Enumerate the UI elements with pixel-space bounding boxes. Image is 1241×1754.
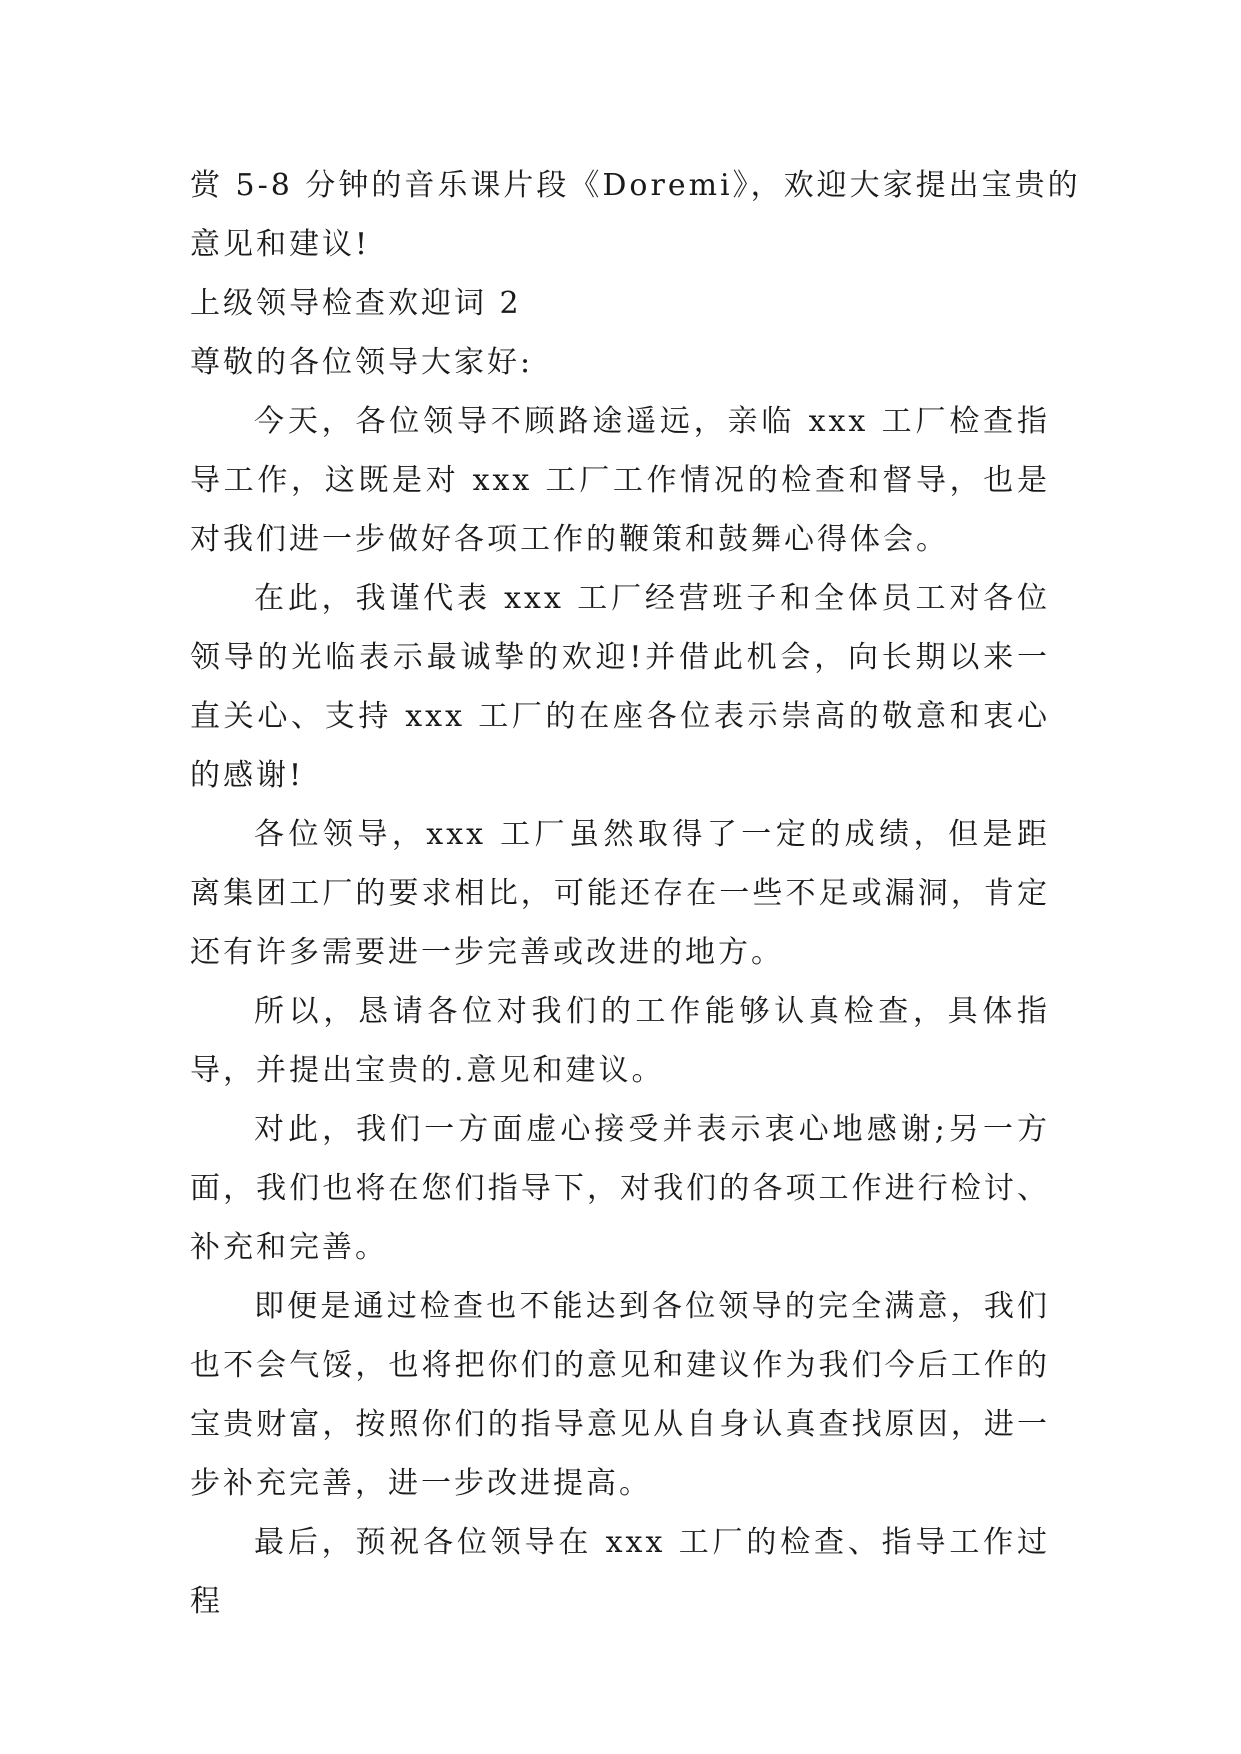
intro-line-1: 赏 5-8 分钟的音乐课片段《Doremi》，欢迎大家提出宝贵的 — [190, 168, 1081, 203]
intro-line-2: 意见和建议! — [190, 227, 371, 262]
document-body — [190, 156, 1081, 1631]
paragraph-6: 即便是通过检查也不能达到各位领导的完全满意，我们也不会气馁，也将把你们的意见和建议作为我们今后工作的宝贵财富，按照你们的指导意见从自身认真查找原因，进一步补充完善，进一步改进提高。 — [190, 1289, 1050, 1501]
paragraph-2: 在此，我谨代表 xxx 工厂经营班子和全体员工对各位领导的光临表示最诚挚的欢迎!并借此机会，向长期以来一直关心、支持 xxx 工厂的在座各位表示崇高的敬意和衷心的感谢! — [190, 581, 1050, 793]
paragraph-5: 对此，我们一方面虚心接受并表示衷心地感谢;另一方面，我们也将在您们指导下，对我们的各项工作进行检讨、补充和完善。 — [190, 1112, 1050, 1265]
paragraph-7: 最后，预祝各位领导在 xxx 工厂的检查、指导工作过程 — [190, 1525, 1050, 1619]
paragraph-1: 今天，各位领导不顾路途遥远，亲临 xxx 工厂检查指导工作，这既是对 xxx 工厂工作情况的检查和督导，也是对我们进一步做好各项工作的鞭策和鼓舞心得体会。 — [190, 404, 1050, 557]
paragraph-4: 所以，恳请各位对我们的工作能够认真检查，具体指导，并提出宝贵的.意见和建议。 — [190, 994, 1050, 1088]
paragraph-3: 各位领导，xxx 工厂虽然取得了一定的成绩，但是距离集团工厂的要求相比，可能还存在一些不足或漏洞，肯定还有许多需要进一步完善或改进的地方。 — [190, 817, 1050, 970]
section-title: 上级领导检查欢迎词 2 — [190, 286, 522, 321]
salutation: 尊敬的各位领导大家好: — [190, 345, 534, 380]
